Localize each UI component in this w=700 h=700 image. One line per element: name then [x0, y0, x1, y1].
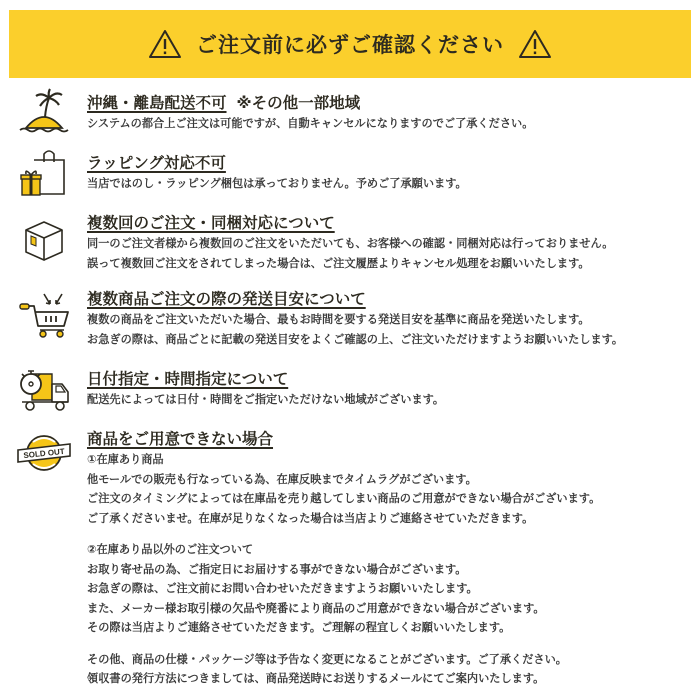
sold-out-badge-icon: [16, 428, 72, 478]
shopping-cart-icon: [16, 290, 72, 340]
section-title: 商品をご用意できない場合: [87, 430, 274, 448]
section-title: 複数商品ご注文の際の発送目安について: [87, 290, 366, 308]
warning-triangle-icon: [518, 29, 552, 59]
section-text: 同一のご注文者様から複数回のご注文をいただいても、お客様への確認・同梱対応は行っておりません。: [87, 237, 614, 250]
section-text: お取り寄せ品の為、ご指定日にお届けする事ができない場合がございます。: [87, 562, 467, 576]
section-text: システムの都合上ご注文は可能ですが、自動キャンセルになりますのでご了承ください。: [87, 117, 534, 130]
section-text: また、メーカー様お取引様の欠品や廃番により商品のご用意ができない場合がございます。: [87, 601, 545, 615]
section-title: 沖縄・離島配送不可 ※その他一部地域: [87, 94, 361, 112]
section-title: 複数回のご注文・同梱対応について: [87, 214, 335, 232]
notice-banner: [9, 10, 691, 78]
section-text: 配送先によっては日付・時間をご指定いただけない地域がございます。: [87, 393, 445, 406]
gift-shopping-bag-icon: [16, 148, 72, 198]
section-text: 複数の商品をご注文いただいた場合、最もお時間を要する発送目安を基準に商品を発送いたします。: [87, 313, 590, 326]
section-note: ※その他一部地域: [236, 94, 361, 112]
section-text: お急ぎの際は、商品ごとに記載の発送目安をよくご確認の上、ご注文いただけますようお願いいたします。: [87, 332, 624, 346]
banner-title: ご注文前に必ずご確認ください: [196, 33, 504, 57]
section-text: 誤って複数回ご注文をされてしまった場合は、ご注文履歴よりキャンセル処理をお願いいたします。: [87, 256, 590, 270]
section-subheading: ②在庫あり品以外のご注文ついて: [87, 543, 254, 556]
island-palm-icon: [16, 88, 72, 138]
cardboard-box-icon: [16, 214, 72, 264]
delivery-truck-stopwatch-icon: [16, 364, 72, 414]
section-text: お急ぎの際は、ご注文前にお問い合わせいただきますようお願いいたします。: [87, 582, 478, 595]
sold-out-label: SOLD OUT: [23, 446, 66, 461]
section-title: ラッピング対応不可: [87, 154, 226, 172]
section-text: ご了承くださいませ。在庫が足りなくなった場合は当店よりご連絡させていただきます。: [87, 511, 534, 525]
section-text: ご注文のタイミングによっては在庫品を売り越してしまい商品のご用意ができない場合がございます。: [87, 492, 601, 505]
warning-triangle-icon: [148, 29, 182, 59]
section-text: その際は当店よりご連絡させていただきます。ご理解の程宜しくお願いいたします。: [87, 621, 511, 634]
section-text: その他、商品の仕様・パッケージ等は予告なく変更になることがございます。ご了承ください。: [87, 652, 567, 666]
section-text: 他モールでの販売も行なっている為、在庫反映までタイムラグがございます。: [87, 472, 477, 486]
section-subheading: ①在庫あり商品: [87, 453, 164, 466]
section-text: 領収書の発行方法につきましては、商品発送時にお送りするメールにてご案内いたします。: [87, 672, 545, 685]
section-text: 当店ではのし・ラッピング梱包は承っておりません。予めご了承願います。: [87, 177, 467, 190]
section-title: 日付指定・時間指定について: [87, 370, 289, 388]
